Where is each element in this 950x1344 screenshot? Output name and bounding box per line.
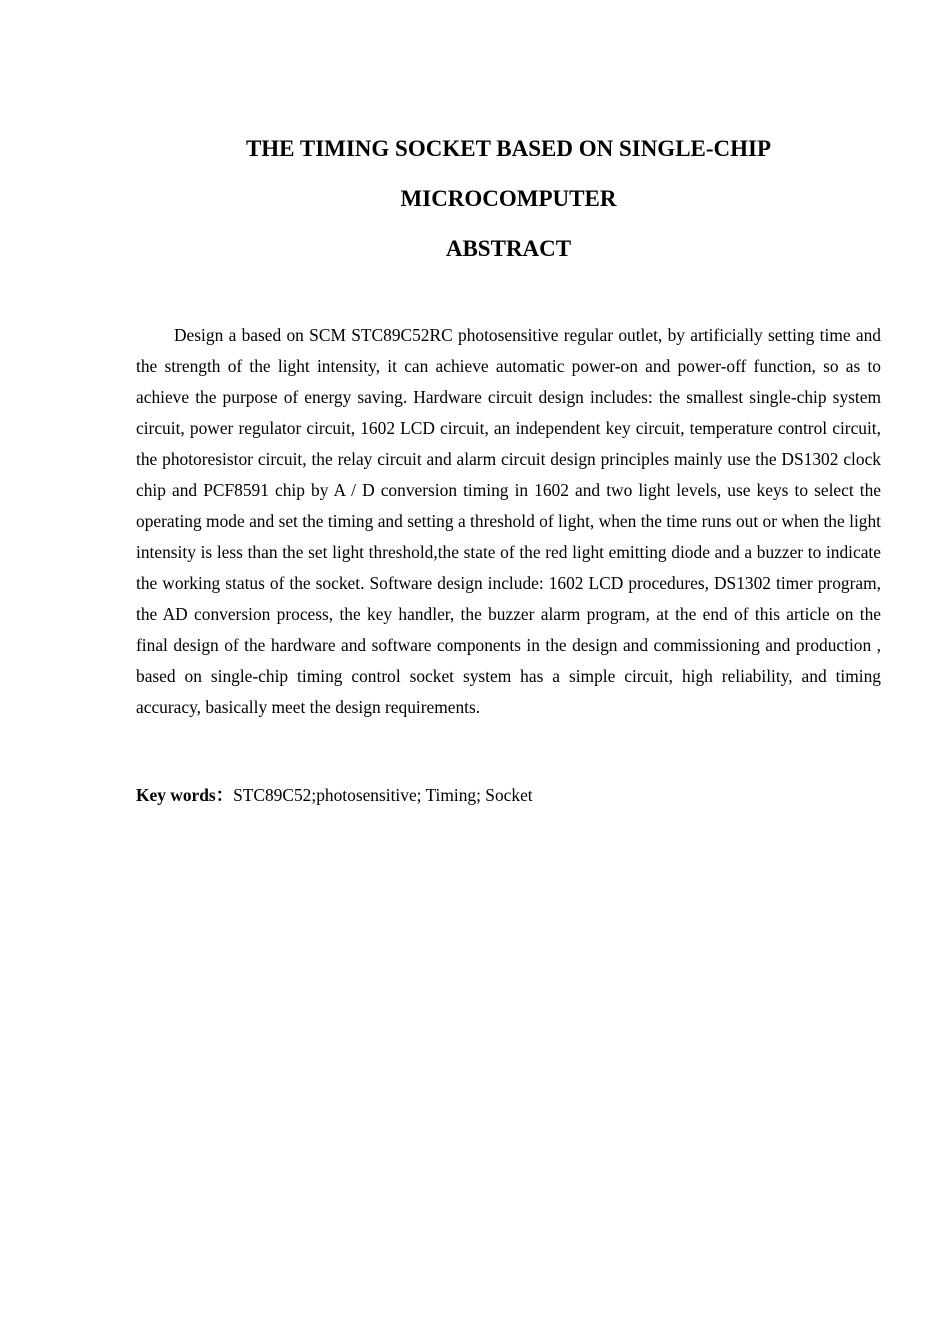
document-title-line-2: MICROCOMPUTER <box>400 186 617 211</box>
abstract-paragraph: Design a based on SCM STC89C52RC photosensitive regular outlet, by artificially setting time and the strength of the light intensity, it can achieve automatic power-on and power-off function, so as to achieve the purpose of energy saving. Hardware circuit design includes: the smallest single-chip system circuit, power regulator circuit, 1602 LCD circuit, an independent key circuit, temperature control circuit, the photoresistor circuit, the relay circuit and alarm circuit design principles mainly use the DS1302 clock chip and PCF8591 chip by A / D conversion timing in 1602 and two light levels, use keys to select the operating mode and set the timing and setting a threshold of light, when the time runs out or when the light intensity is less than the set light threshold,the state of the red light emitting diode and a buzzer to indicate the working status of the socket. Software design include: 1602 LCD procedures, DS1302 timer program, the AD conversion process, the key handler, the buzzer alarm program, at the end of this article on the final design of the hardware and software components in the design and commissioning and production , based on single-chip timing control socket system has a simple circuit, high reliability, and timing accuracy, basically meet the design requirements. <box>136 325 881 717</box>
keywords-label: Key words： <box>136 785 234 805</box>
keywords-value: STC89C52;photosensitive; Timing; Socket <box>233 785 533 805</box>
keywords-line <box>136 780 881 811</box>
title-block <box>136 124 881 274</box>
abstract-heading: ABSTRACT <box>445 236 572 261</box>
document-title-line-1: THE TIMING SOCKET BASED ON SINGLE-CHIP <box>245 136 772 161</box>
